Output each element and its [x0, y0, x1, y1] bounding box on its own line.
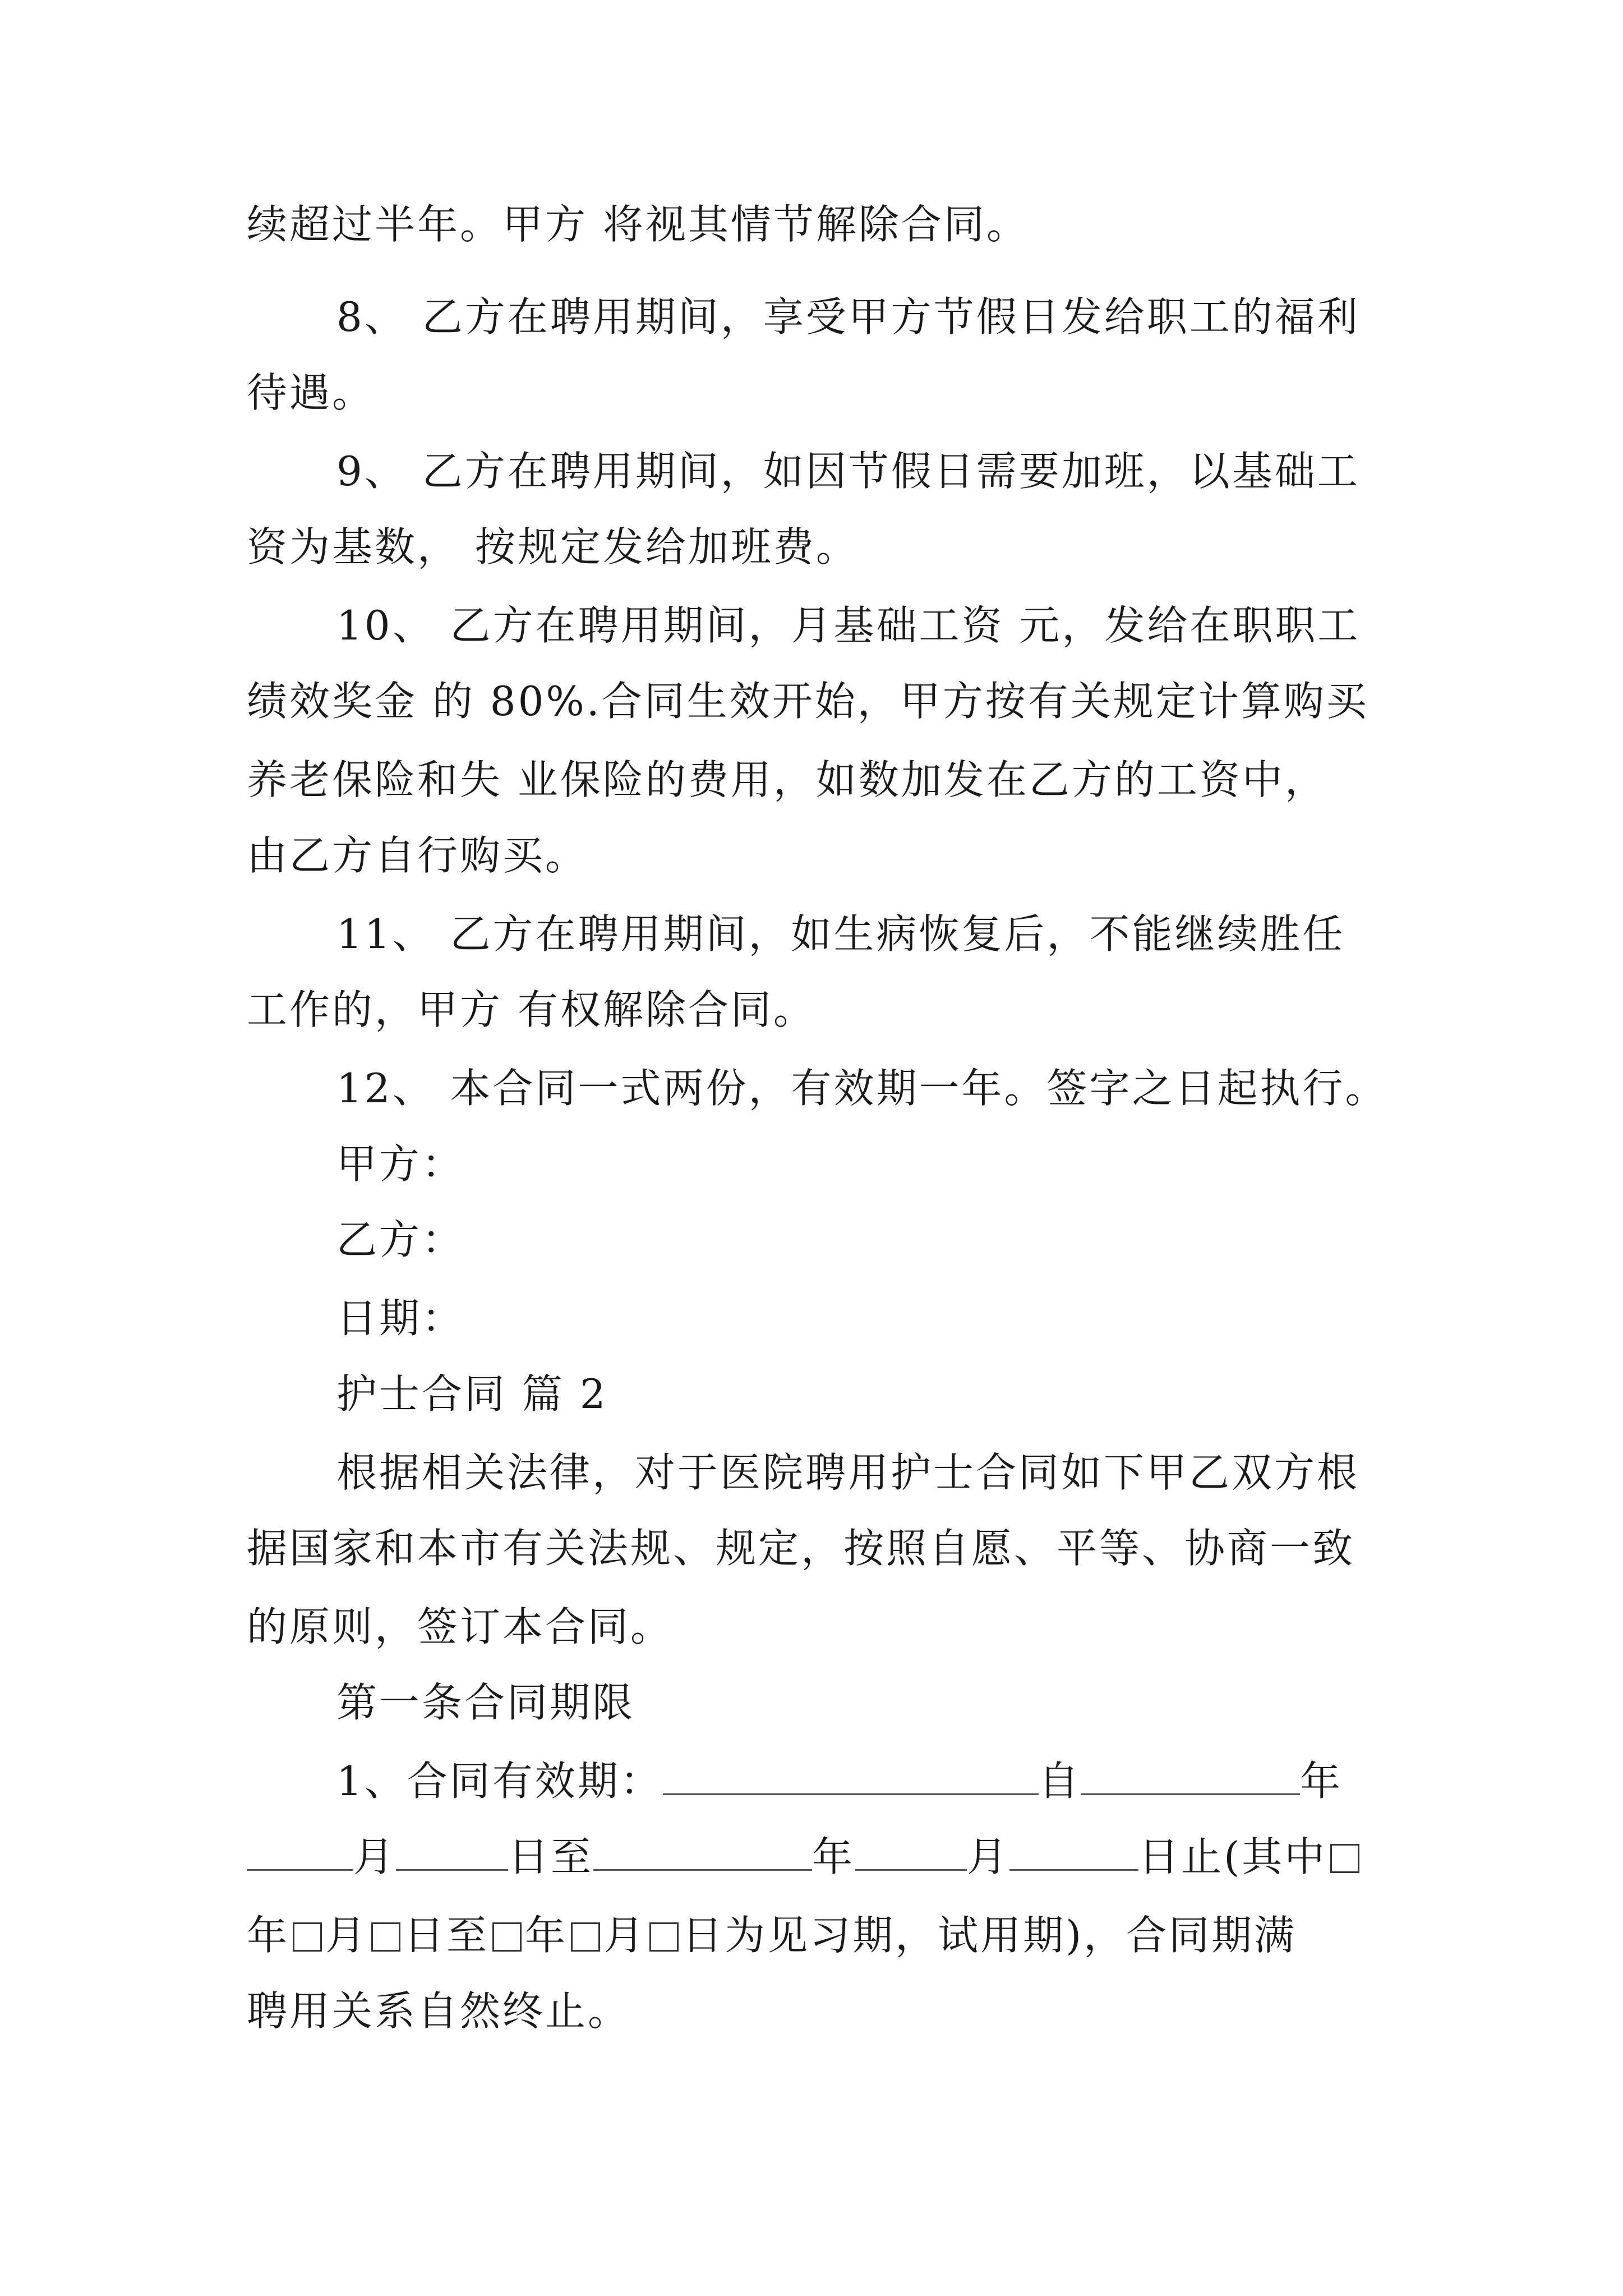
contract-term-line-1: [336, 1753, 1391, 1809]
end-month-label: 月: [967, 1833, 1010, 1880]
month2-label: 月: [603, 1912, 647, 1959]
signature-party-b: 乙方：: [336, 1216, 465, 1263]
term-label: 1、合同有效期：: [336, 1757, 663, 1805]
month-label: 月: [353, 1833, 396, 1880]
year-blank[interactable]: [1081, 1753, 1300, 1795]
year2-label: 年: [525, 1912, 568, 1959]
text-line: 根据相关法律，对于医院聘用护士合同如下甲乙双方根: [336, 1449, 1360, 1496]
month-blank[interactable]: [247, 1829, 353, 1871]
contract-term-line-3: [247, 1907, 1391, 1963]
month-label: 月: [325, 1912, 368, 1959]
text-line: 绩效奖金 的 80%.合同生效开始，甲方按有关规定计算购买: [247, 678, 1369, 725]
checkbox[interactable]: [649, 1922, 679, 1952]
end-year-label: 年: [812, 1833, 855, 1880]
day-to-label: 日至: [404, 1912, 490, 1959]
checkbox[interactable]: [293, 1922, 322, 1952]
day-end-label: 日止(其中: [1138, 1833, 1327, 1880]
checkbox[interactable]: [492, 1922, 522, 1952]
article-title: 第一条合同期限: [336, 1679, 635, 1726]
year-label: 年: [247, 1912, 290, 1959]
text-line: 据国家和本市有关法规、规定，按照自愿、平等、协商一致: [247, 1525, 1355, 1572]
end-day-blank[interactable]: [1009, 1829, 1138, 1871]
text-line: 的原则，签订本合同。: [247, 1603, 674, 1650]
section-title: 护士合同 篇 2: [336, 1370, 608, 1418]
checkbox[interactable]: [571, 1922, 600, 1952]
text-line: 续超过半年。甲方 将视其情节解除合同。: [247, 201, 1029, 248]
text-line: 由乙方自行购买。: [247, 832, 588, 879]
text-line: 9、 乙方在聘用期间，如因节假日需要加班，以基础工: [336, 448, 1360, 495]
text-line: 8、 乙方在聘用期间，享受甲方节假日发给职工的福利: [336, 293, 1360, 341]
term-tail: 日为见习期，试用期)，合同期满: [682, 1912, 1297, 1959]
text-line: 11、 乙方在聘用期间，如生病恢复后，不能继续胜任: [336, 910, 1345, 958]
from-label: 自: [1038, 1757, 1081, 1805]
end-month-blank[interactable]: [855, 1829, 967, 1871]
text-line: 聘用关系自然终止。: [247, 1987, 631, 2035]
contract-term-line-2: [247, 1829, 1391, 1885]
signature-date: 日期：: [336, 1295, 465, 1342]
text-line: 待遇。: [247, 369, 375, 416]
year-label: 年: [1299, 1757, 1343, 1805]
checkbox[interactable]: [1330, 1844, 1359, 1873]
end-year-blank[interactable]: [593, 1829, 812, 1871]
signature-party-a: 甲方：: [336, 1140, 465, 1188]
text-line: 资为基数， 按规定发给加班费。: [247, 523, 859, 570]
day-blank[interactable]: [396, 1829, 508, 1871]
text-line: 10、 乙方在聘用期间，月基础工资 元，发给在职职工: [336, 602, 1361, 649]
text-line: 工作的，甲方 有权解除合同。: [247, 986, 816, 1033]
text-line: 养老保险和失 业保险的费用，如数加发在乙方的工资中，: [247, 756, 1327, 803]
term-blank[interactable]: [663, 1753, 1039, 1795]
text-line: 12、 本合同一式两份，有效期一年。签字之日起执行。: [336, 1065, 1388, 1112]
day-to-label: 日至: [508, 1833, 594, 1880]
checkbox[interactable]: [371, 1922, 400, 1952]
